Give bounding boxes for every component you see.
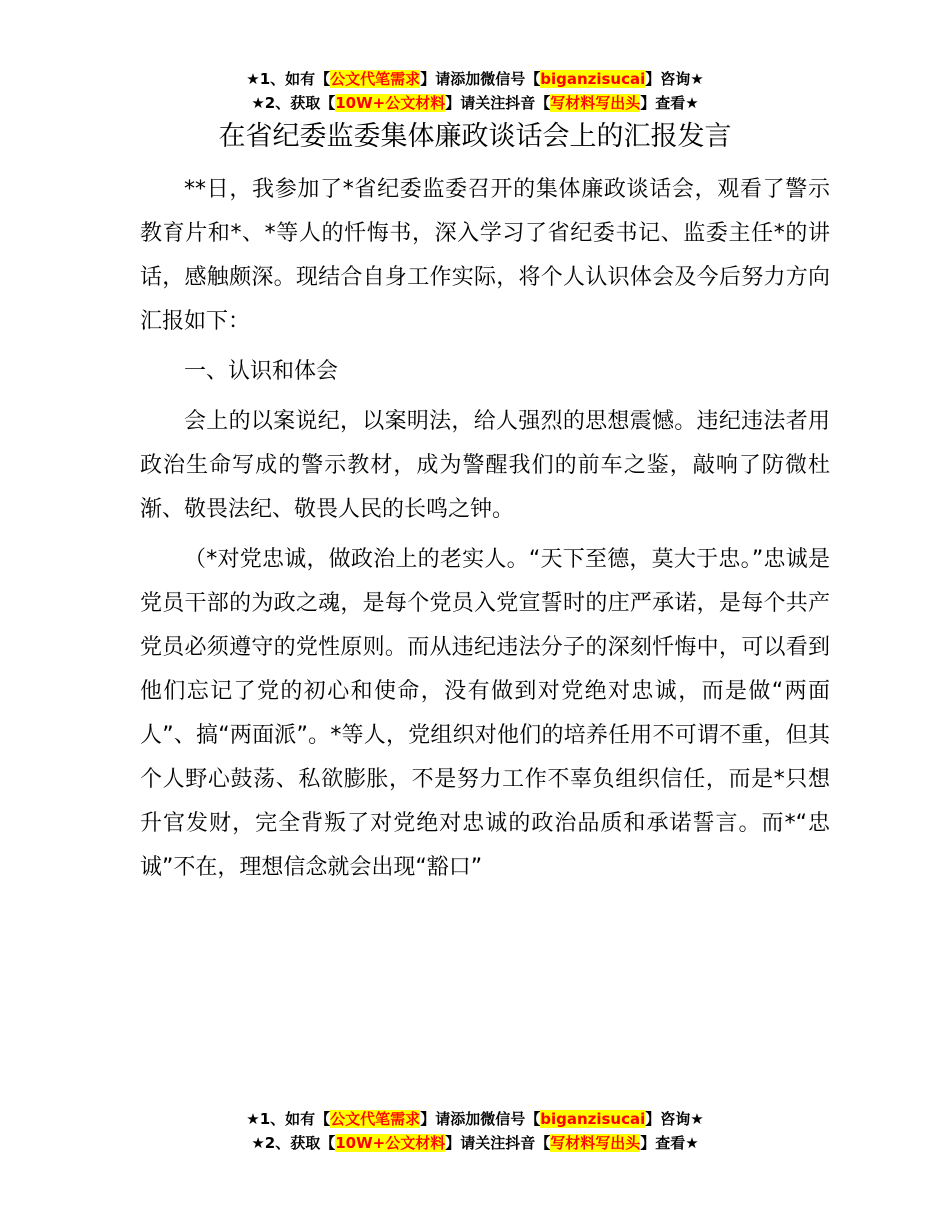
banner-text: 】请关注抖音【 [445,1134,551,1152]
banner-highlight: biganzisucai [540,70,646,88]
banner-text: 】查看★ [640,1134,699,1152]
banner-highlight: 公文代笔需求 [330,1110,421,1128]
document-title: 在省纪委监委集体廉政谈话会上的汇报发言 [218,121,732,152]
footer-banner-line-1 [0,1107,950,1131]
banner-text: 】请添加微信号【 [420,1110,541,1128]
banner-text: 】请添加微信号【 [420,70,541,88]
header-banner [0,67,950,115]
banner-text: 】请关注抖音【 [445,94,551,112]
document-body [140,168,830,890]
paragraph-body: （*对党忠诚，做政治上的老实人。“天下至德，莫大于忠。”忠诚是党员干部的为政之魂，是每个党员入党宣誓时的庄严承诺，是每个共产党员必须遵守的党性原则。而从违纪违法分子的深刻忏悔中，可以看到他们忘记了党的初心和使命，没有做到对党绝对忠诚，而是做“两面人”、搞“两面派”。*等人，党组织对他们的培养任用不可谓不重，但其个人野心鼓荡、私欲膨胀，不是努力工作不辜负组织信任，而是*只想升官发财，完全背叛了对党绝对忠诚的政治品质和承诺誓言。而*“忠诚”不在，理想信念就会出现“豁口” [140,547,830,880]
banner-highlight: 写材料写出头 [550,94,641,112]
section-heading: 一、认识和体会 [184,359,339,384]
footer-banner-line-2 [0,1131,950,1155]
banner-highlight: 公文代笔需求 [330,70,421,88]
banner-highlight: biganzisucai [540,1110,646,1128]
banner-text: 】咨询★ [645,1110,704,1128]
banner-highlight: 写材料写出头 [550,1134,641,1152]
header-banner-line-1 [0,67,950,91]
banner-text: ★2、获取【 [251,94,336,112]
header-banner-line-2 [0,91,950,115]
banner-text: ★1、如有【 [246,70,331,88]
banner-highlight: 10W+公文材料 [335,1134,446,1152]
banner-text: 】查看★ [640,94,699,112]
paragraph-intro: **日，我参加了*省纪委监委召开的集体廉政谈话会，观看了警示教育片和*、*等人的忏悔书，深入学习了省纪委书记、监委主任*的讲话，感触颇深。现结合自身工作实际，将个人认识体会及今后努力方向汇报如下： [140,177,830,334]
paragraph-body: 会上的以案说纪，以案明法，给人强烈的思想震憾。违纪违法者用政治生命写成的警示教材，成为警醒我们的前车之鉴，敲响了防微杜渐、敬畏法纪、敬畏人民的长鸣之钟。 [140,409,830,522]
banner-text: 】咨询★ [645,70,704,88]
banner-highlight: 10W+公文材料 [335,94,446,112]
footer-banner [0,1107,950,1155]
banner-text: ★2、获取【 [251,1134,336,1152]
banner-text: ★1、如有【 [246,1110,331,1128]
